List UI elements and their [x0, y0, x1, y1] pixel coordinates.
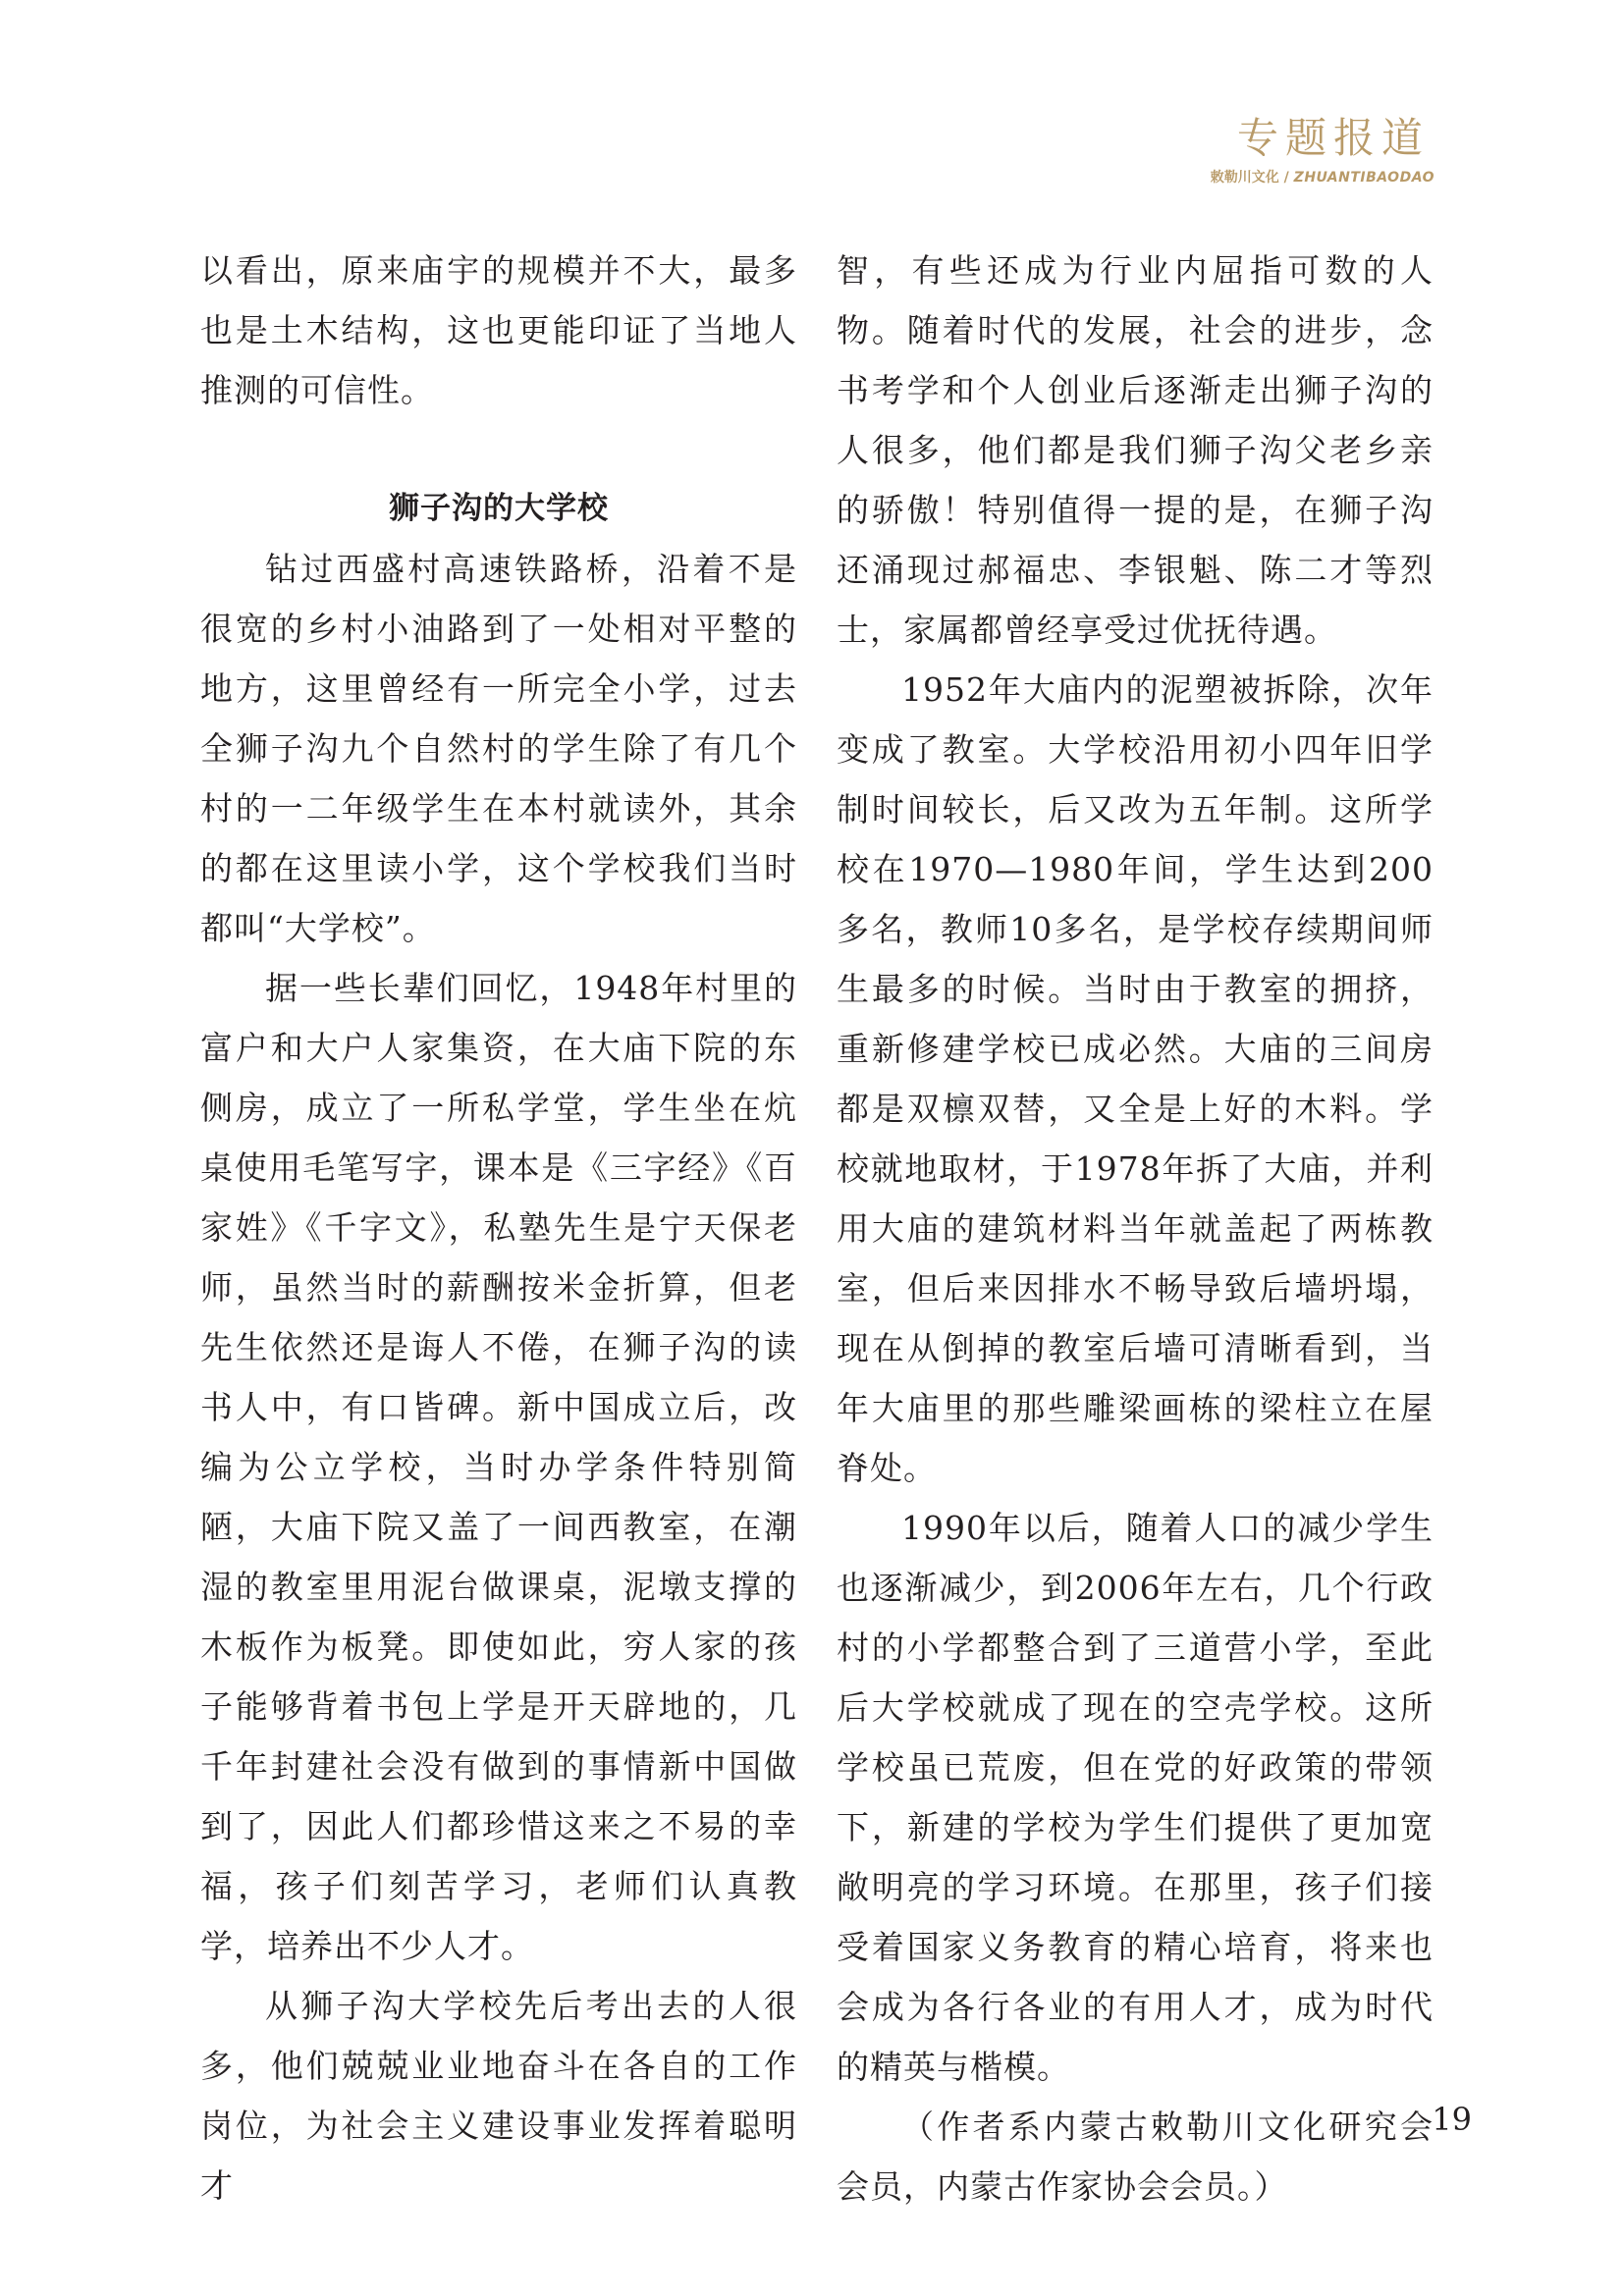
right-paragraph-3: 1990年以后，随着人口的减少学生也逐渐减少，到2006年左右，几个行政村的小学都整合到了三道营小学，至此后大学校就成了现在的空壳学校。这所学校虽已荒废，但在党的好政策的带领下，新建的学校为学生们提供了更加宽敞明亮的学习环境。在那里，孩子们接受着国家义务教育的精心培育，将来也会成为各行各业的有用人才，成为时代的精英与楷模。 [837, 1509, 1434, 2086]
left-paragraph-4: 从狮子沟大学校先后考出去的人很多，他们兢兢业业地奋斗在各自的工作岗位，为社会主义建设事业发挥着聪明才 [200, 1987, 797, 2205]
section-subtitle-separator: / [1278, 170, 1294, 186]
left-column [200, 240, 797, 2216]
page-number: 19 [1432, 2101, 1472, 2138]
left-paragraph-1: 以看出，原来庙宇的规模并不大，最多也是土木结构，这也更能印证了当地人推测的可信性。 [200, 251, 797, 409]
left-paragraph-3: 据一些长辈们回忆，1948年村里的富户和大户人家集资，在大庙下院的东侧房，成立了一所私学堂，学生坐在炕桌使用毛笔写字，课本是《三字经》《百家姓》《千字文》，私塾先生是宁天保老师，虽然当时的薪酬按米金折算，但老先生依然还是诲人不倦，在狮子沟的读书人中，有口皆碑。新中国成立后，改编为公立学校，当时办学条件特别简陋，大庙下院又盖了一间西教室，在潮湿的教室里用泥台做课桌，泥墩支撑的木板作为板凳。即使如此，穷人家的孩子能够背着书包上学是开天辟地的，几千年封建社会没有做到的事情新中国做到了，因此人们都珍惜这来之不易的幸福，孩子们刻苦学习，老师们认真教学，培养出不少人才。 [200, 969, 797, 1965]
right-paragraph-2: 1952年大庙内的泥塑被拆除，次年变成了教室。大学校沿用初小四年旧学制时间较长，后又改为五年制。这所学校在1970—1980年间，学生达到200多名，教师10多名，是学校存续期间师生最多的时候。当时由于教室的拥挤，重新修建学校已成必然。大庙的三间房都是双檩双替，又全是上好的木料。学校就地取材，于1978年拆了大庙，并利用大庙的建筑材料当年就盖起了两栋教室，但后来因排水不畅导致后墙坍塌，现在从倒掉的教室后墙可清晰看到，当年大庙里的那些雕梁画栋的梁柱立在屋脊处。 [837, 670, 1434, 1487]
section-title: 专题报道 [1236, 114, 1430, 162]
author-note: （作者系内蒙古敕勒川文化研究会会员，内蒙古作家协会会员。） [837, 2108, 1434, 2206]
section-subtitle-cn: 敕勒川文化 [1210, 170, 1279, 186]
left-paragraph-2: 钻过西盛村高速铁路桥，沿着不是很宽的乡村小油路到了一处相对平整的地方，这里曾经有一所完全小学，过去全狮子沟九个自然村的学生除了有几个村的一二年级学生在本村就读外，其余的都在这里读小学，这个学校我们当时都叫“大学校”。 [200, 550, 797, 947]
right-paragraph-1: 智，有些还成为行业内屈指可数的人物。随着时代的发展，社会的进步，念书考学和个人创业后逐渐走出狮子沟的人很多，他们都是我们狮子沟父老乡亲的骄傲！特别值得一提的是，在狮子沟还涌现过郝福忠、李银魁、陈二才等烈士，家属都曾经享受过优抚待遇。 [837, 251, 1434, 649]
section-heading: 狮子沟的大学校 [389, 491, 609, 526]
section-subtitle-en: ZHUANTIBAODAO [1293, 170, 1435, 186]
right-column [837, 240, 1434, 2216]
section-subtitle [1211, 167, 1435, 187]
